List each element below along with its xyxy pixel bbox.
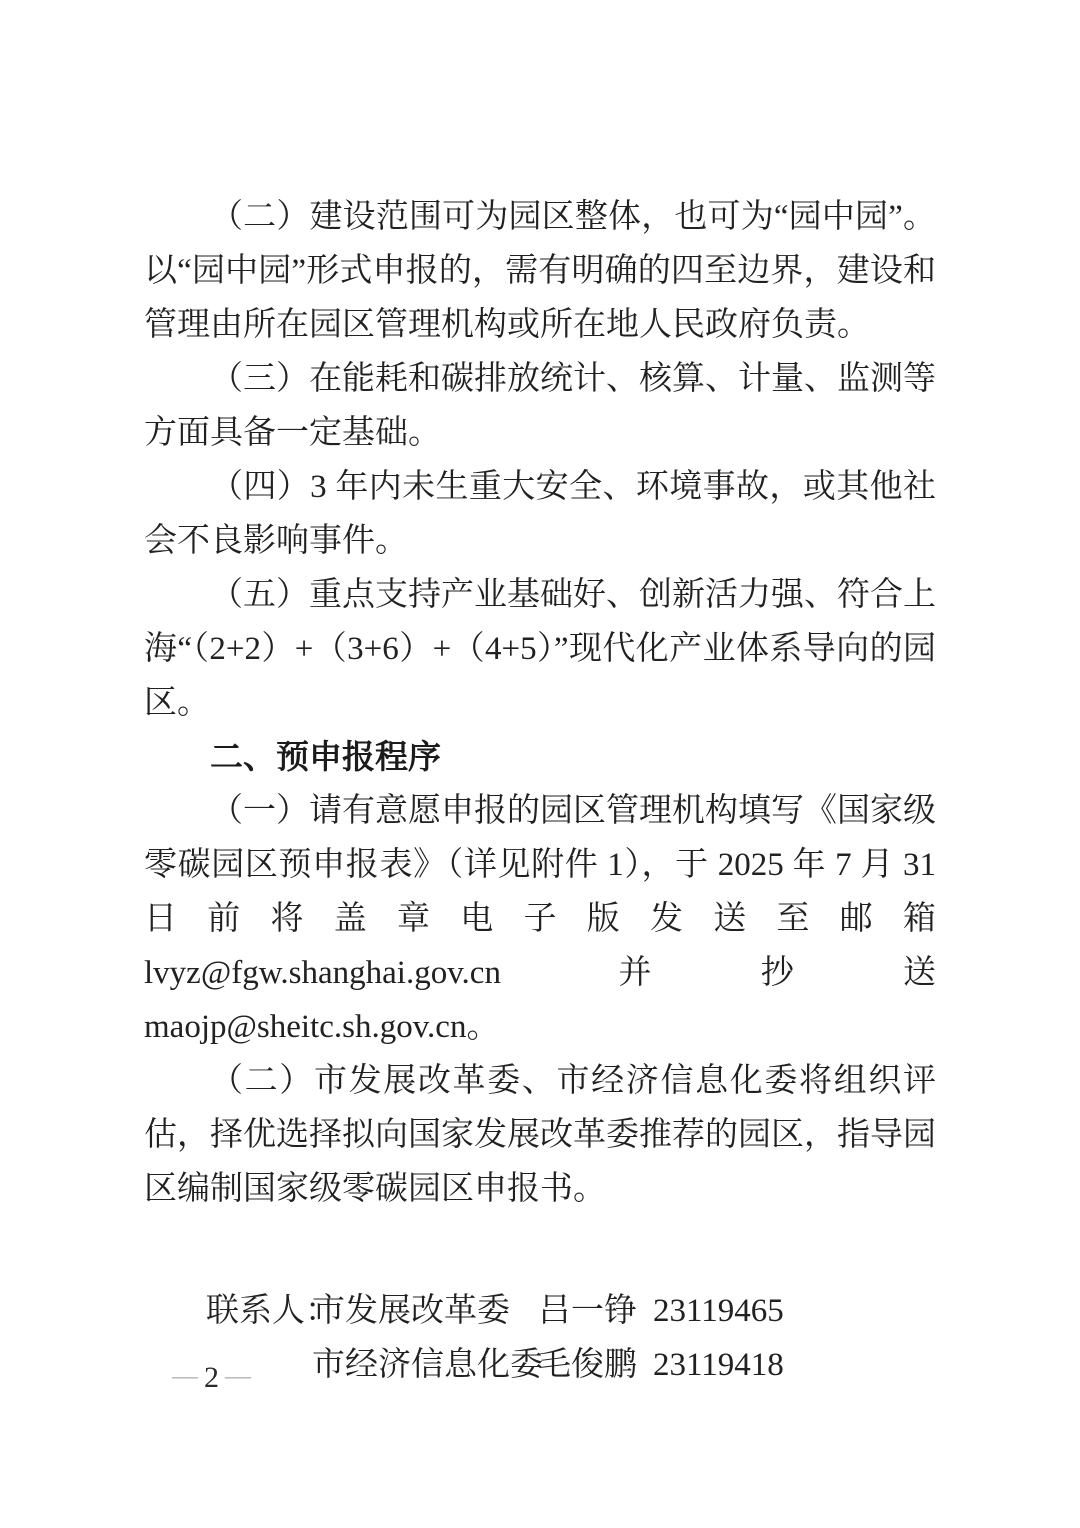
contact-row-fgw bbox=[206, 1284, 936, 1338]
para-evaluation-recommendation: （二）市发展改革委、市经济信息化委将组织评估，择优选择拟向国家发展改革委推荐的园区，指导园区编制国家级零碳园区申报书。 bbox=[144, 1063, 936, 1207]
contact-block bbox=[144, 1284, 936, 1392]
page-footer bbox=[168, 1358, 257, 1399]
contact-name-jxw: 毛俊鹏 bbox=[538, 1347, 637, 1383]
heading-preapplication-procedure: 二、预申报程序 bbox=[210, 738, 441, 775]
contact-org-jxw: 市经济信息化委 bbox=[312, 1347, 543, 1383]
para-preapplication-form-submission: （一）请有意愿申报的园区管理机构填写《国家级零碳园区预申报表》（详见附件 1），于 2025 年 7 月 31 日前将盖章电子版发送至邮箱 lvyz@fgw.shanghai.gov.cn 并抄送 maojp@sheitc.sh.gov.cn。 bbox=[144, 793, 936, 1045]
page-number: 2 bbox=[204, 1361, 221, 1394]
para-industry-orientation: （五）重点支持产业基础好、创新活力强、符合上海“（2+2）+（3+6）+（4+5）”现代化产业体系导向的园区。 bbox=[144, 577, 936, 721]
contact-label: 联系人： bbox=[206, 1293, 338, 1329]
contact-row-jxw bbox=[206, 1338, 936, 1392]
contact-phone-fgw: 23119465 bbox=[653, 1293, 784, 1329]
para-construction-scope: （二）建设范围可为园区整体，也可为“园中园”。以“园中园”形式申报的，需有明确的四至边界，建设和管理由所在园区管理机构或所在地人民政府负责。 bbox=[144, 199, 936, 343]
contact-phone-jxw: 23119418 bbox=[653, 1347, 784, 1383]
para-no-major-accidents: （四）3 年内未生重大安全、环境事故，或其他社会不良影响事件。 bbox=[144, 469, 936, 559]
document-body bbox=[144, 190, 936, 1392]
contact-org-fgw: 市发展改革委 bbox=[312, 1293, 510, 1329]
page-footer-dash-left: — bbox=[172, 1361, 200, 1390]
para-statistics-accounting-basis: （三）在能耗和碳排放统计、核算、计量、监测等方面具备一定基础。 bbox=[144, 361, 936, 451]
page-footer-dash-right: — bbox=[225, 1361, 253, 1390]
contact-name-fgw: 吕一铮 bbox=[538, 1293, 637, 1329]
